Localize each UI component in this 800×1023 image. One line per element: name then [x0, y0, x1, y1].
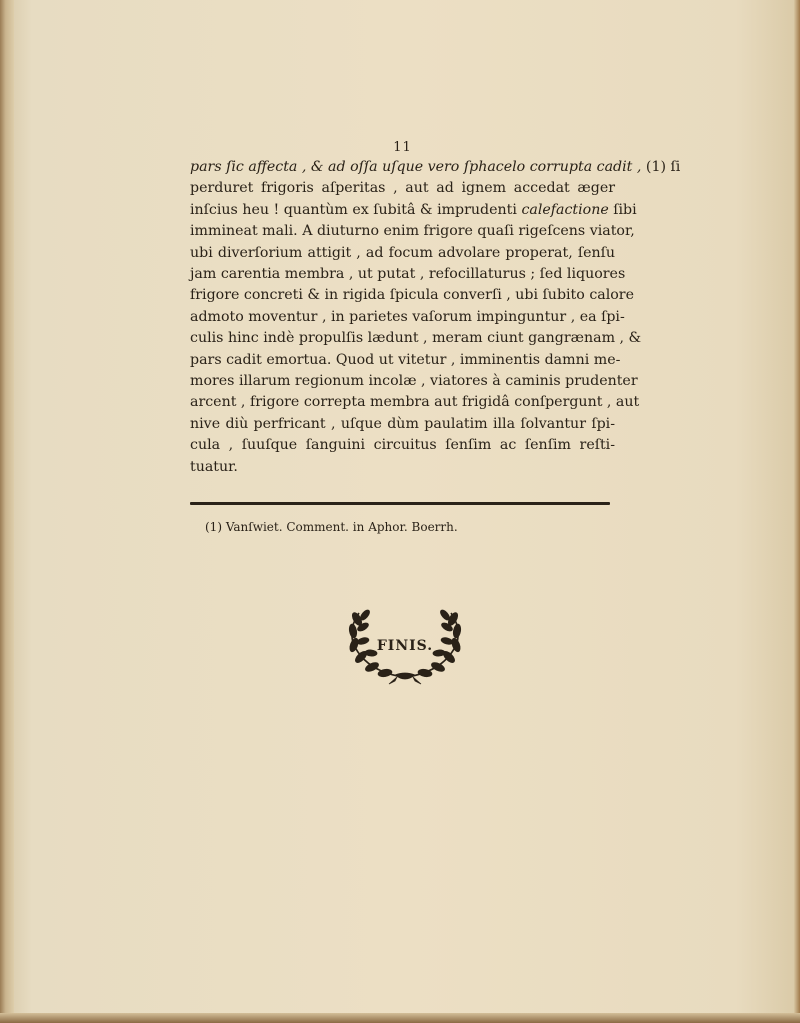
- page-number: 11: [393, 140, 412, 155]
- text-line-content: immineat mali. A diuturno enim frigore quaſi rigeſcens viator,: [190, 223, 635, 240]
- text-line-content: frigore concreti & in rigida ſpicula converſi , ubi ſubito calore: [190, 287, 634, 304]
- text-line-content: tuatur.: [190, 458, 238, 475]
- text-line: [190, 285, 634, 306]
- text-line-content: ſibi: [608, 201, 637, 218]
- text-line-italic: calefactione: [521, 201, 609, 218]
- text-line: [190, 157, 681, 178]
- text-line: [190, 328, 642, 349]
- text-line-content: inſcius heu ! quantùm ex ſubitâ & imprudenti: [190, 201, 522, 218]
- text-line: [190, 457, 615, 478]
- finis-label: FINIS.: [376, 638, 434, 654]
- footnote: (1) Vanſwiet. Comment. in Aphor. Boerrh.: [205, 520, 458, 534]
- text-line-content: culis hinc indè propulſis lædunt , meram ciunt gangrænam , &: [190, 330, 642, 347]
- text-line-content: arcent , frigore correpta membra aut frigidâ conſpergunt , aut: [190, 394, 640, 411]
- text-line: [190, 371, 638, 392]
- text-line-italic: pars ſic affecta , & ad oſſa uſque vero ſphacelo corrupta cadit ,: [190, 159, 642, 175]
- text-line-content: cula , ſuuſque ſanguini circuitus ſenſim ac ſenſim reſti-: [190, 437, 615, 454]
- text-line-content: (1) ſi: [641, 159, 681, 175]
- text-line: [190, 200, 637, 221]
- text-line: [190, 178, 615, 199]
- footnote-separator-rule: [190, 502, 610, 505]
- text-line-content: ubi diverſorium attigit , ad focum advolare properat, ſenſu: [190, 244, 615, 261]
- text-line: [190, 350, 621, 371]
- text-line-content: pars cadit emortua. Quod ut vitetur , imminentis damni me-: [190, 351, 621, 368]
- text-line-content: perduret frigoris aſperitas , aut ad ignem accedat æger: [190, 180, 615, 197]
- text-line: [190, 264, 626, 285]
- page-bottom-edge: [0, 1013, 800, 1023]
- text-line: [190, 221, 635, 242]
- text-line: [190, 307, 625, 328]
- text-line: [190, 243, 615, 264]
- page-gutter-edge: [0, 0, 14, 1023]
- text-line-content: mores illarum regionum incolæ , viatores à caminis prudenter: [190, 373, 638, 390]
- text-line-content: nive diù perfricant , uſque dùm paulatim illa ſolvantur ſpi-: [190, 415, 615, 432]
- text-line: [190, 392, 640, 413]
- text-line-content: jam carentia membra , ut putat , refocillaturus ; ſed liquores: [190, 266, 626, 283]
- text-line: [190, 435, 615, 456]
- text-line: [190, 414, 615, 435]
- text-line-content: admoto moventur , in parietes vaſorum impinguntur , ea ſpi-: [190, 308, 625, 325]
- main-text-block: [190, 140, 681, 478]
- page-right-edge: [794, 0, 800, 1023]
